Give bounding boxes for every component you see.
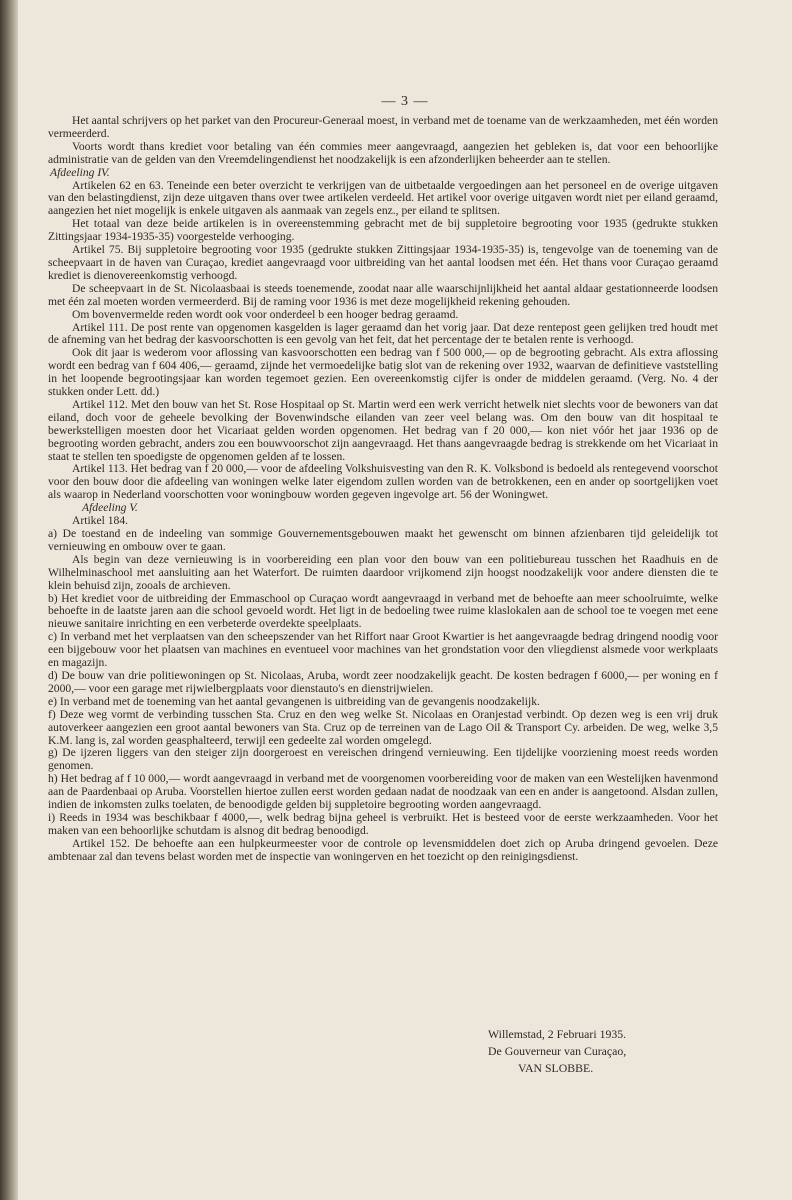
page-number: — 3 —: [381, 94, 429, 109]
list-item: d) De bouw van drie politiewoningen op St. Nicolaas, Aruba, wordt zeer noodzakelijk geacht. De kosten bedragen f 6000,— per woning en f 2000,— voor een garage met rijwielbergplaats voor dienstauto's en dienstrijwielen.: [48, 668, 718, 695]
list-item: i) Reeds in 1934 was beschikbaar f 4000,—, welk bedrag bijna geheel is verbruikt. Het is besteed voor de eerste werkzaamheden. Voor het maken van een behoorlijke schutdam is alsnog dit bedrag benoodigd.: [48, 810, 718, 837]
paragraph: Artikel 111. De post rente van opgenomen kasgelden is lager geraamd dan het vorig jaar. Dat deze rentepost geen gelijken tred houdt met de afneming van het bedrag der kasvoorschotten is een gevolg van het feit, dat het percentage der te betalen rente is verhoogd.: [48, 320, 718, 347]
paragraph: De scheepvaart in de St. Nicolaasbaai is steeds toenemende, zoodat naar alle waarschijnlijkheid het aantal aldaar gestationneerde loodsen met één zal moeten worden vermeerderd. Bij de raming voor 1936 is met deze mogelijkheid rekening gehouden.: [48, 281, 718, 308]
paragraph: Artikel 75. Bij suppletoire begrooting voor 1935 (gedrukte stukken Zittingsjaar 1934-1935-35) is, tengevolge van de toeneming van de scheepvaart in de haven van Curaçao, krediet aangevraagd voor uitbreiding van het aantal loodsen met één. Het thans voor Curaçao geraamd krediet is dienovereenkomstig verhoogd.: [48, 243, 718, 282]
list-item: e) In verband met de toeneming van het aantal gevangenen is uitbreiding van de gevangenis noodzakelijk.: [48, 694, 540, 708]
paragraph: Het totaal van deze beide artikelen is in overeenstemming gebracht met de bij suppletoire begrooting voor 1935 (gedrukte stukken Zittingsjaar 1934-1935-35) voorgestelde verhooging.: [48, 217, 718, 244]
paragraph: Artikel 112. Met den bouw van het St. Rose Hospitaal op St. Martin werd een werk verricht hetwelk niet slechts voor de bewoners van dat eiland, doch voor de geheele bevolking der Bovenwindsche eilanden van zeer veel belang was. Om den bouw van dit hospitaal te bewerkstelligen moesten door het Vicariaat gelden worden opgenomen. Het bedrag van f 20 000,— kon niet vóór het jaar 1936 op de begrooting worden gebracht, anders zou een bouwvoorschot zijn aangevraagd. Het thans aangevraagde bedrag is strekkende om het Vicariaat in staat te stellen ten spoedigste de opgenomen gelden af te lossen.: [48, 397, 718, 463]
article-heading: Artikel 184.: [72, 514, 129, 528]
list-item: h) Het bedrag af f 10 000,— wordt aangevraagd in verband met de voorgenomen voorbereiding voor de maken van een Westelijken havenmond aan de Paardenbaai op Aruba. Voorstellen hiertoe zullen eerst worden gedaan nadat de noodzaak van een en ander is aangetoond. Alsdan zullen, indien de inkomsten zulks toelaten, de benoodigde gelden bij suppletoire begrooting worden aangevraagd.: [48, 772, 718, 812]
section-heading: Afdeeling IV.: [50, 165, 110, 179]
list-item: f) Deze weg vormt de verbinding tusschen Sta. Cruz en den weg welke St. Nicolaas en Oranjestad verbindt. Op dezen weg is een vrij druk autoverkeer aangezien een groot aantal bewoners van Sta. Cruz op de terreinen van de Lago Oil & Transport Cy. arbeiden. De weg, welke 3,5 K.M. lang is, zal worden geasphalteerd, terwijl een gedeelte zal worden omgelegd.: [48, 707, 718, 747]
list-item: b) Het krediet voor de uitbreiding der Emmaschool op Curaçao wordt aangevraagd in verband met de behoefte aan meer schoolruimte, welke behoefte in de laatste jaren aan die school gevoeld wordt. Het ligt in de bedoeling twee ruime klaslokalen aan de school toe te voegen met eene nieuwe sanitaire inrichting en een verbeterde overdekte speelplaats.: [48, 591, 718, 631]
paragraph: Artikelen 62 en 63. Teneinde een beter overzicht te verkrijgen van de uitbetaalde vergoedingen aan het personeel en de overige uitgaven van den belastingdienst, zijn deze uitgaven thans over twee artikelen verdeeld. Het artikel voor overige uitgaven wordt niet per eiland geraamd, aangezien het niet mogelijk is enkele uitgaven als aanmaak van zegels enz., per eiland te splitsen.: [48, 178, 718, 218]
paragraph: Voorts wordt thans krediet voor betaling van één commies meer aangevraagd, aangezien het gebleken is, dat voor een behoorlijke administratie van de gelden van den Vreemdelingendienst het noodzakelijk is een afzonderlijken beheerder aan te stellen.: [48, 139, 718, 166]
signature-block: [488, 1026, 728, 1077]
paragraph: Ook dit jaar is wederom voor aflossing van kasvoorschotten een bedrag van f 500 000,— op de begrooting gebracht. Als extra aflossing wordt een bedrag van f 604 406,— geraamd, zijnde het vermoedelijke batig slot van de rekening over 1932, waarvan de definitieve vaststelling in het loopende begrootingsjaar kan worden tegemoet gezien. Een overeenkomstig cijfer is onder de middelen geraamd. (Verg. No. 4 der stukken onder Lett. dd.): [48, 346, 718, 399]
list-item: a) De toestand en de indeeling van sommige Gouvernementsgebouwen maakt het gewenscht om binnen afzienbaren tijd geleidelijk tot vernieuwing en ombouw over te gaan.: [48, 527, 718, 553]
body-text: [48, 115, 718, 864]
paragraph: Om bovenvermelde reden wordt ook voor onderdeel b een hooger bedrag geraamd.: [72, 307, 459, 321]
paragraph: Het aantal schrijvers op het parket van den Procureur-Generaal moest, in verband met de toename van de werkzaamheden, met één worden vermeerderd.: [48, 114, 718, 140]
place-date: Willemstad, 2 Februari 1935.: [488, 1027, 627, 1041]
section-heading: Afdeeling V.: [82, 501, 138, 515]
signatory-name: VAN SLOBBE.: [518, 1061, 594, 1075]
paragraph: Artikel 152. De behoefte aan een hulpkeurmeester voor de controle op levensmiddelen doet zich op Aruba dringend gevoelen. Deze ambtenaar zal dan tevens belast worden met de inspectie van woningerven en het toezicht op den reinigingsdienst.: [48, 836, 718, 863]
signatory-title: De Gouverneur van Curaçao,: [488, 1044, 627, 1058]
list-item: c) In verband met het verplaatsen van den scheepszender van het Riffort naar Groot Kwartier is het aangevraagde bedrag dringend noodig voor een bijgebouw voor het plaatsen van machines en eventueel voor machines van het grondstation voor den vliegdienst alsmede voor werkplaats en magazijn.: [48, 630, 718, 670]
document-page: [18, 0, 792, 1200]
binding-gutter: [0, 0, 18, 1200]
list-item: g) De ijzeren liggers van den steiger zijn doorgeroest en vereischen dringend vernieuwing. Een tijdelijke voorziening moest reeds worden genomen.: [48, 746, 718, 773]
paragraph: Als begin van deze vernieuwing is in voorbereiding een plan voor den bouw van een politiebureau tusschen het Raadhuis en de Wilhelminaschool met aansluiting aan het Waterfort. De ruimten daardoor vrijkomend zijn hoogst noodzakelijk voor andere diensten die te klein behuisd zijn, zooals de archieven.: [48, 552, 718, 592]
paragraph: Artikel 113. Het bedrag van f 20 000,— voor de afdeeling Volkshuisvesting van den R. K. Volksbond is bedoeld als rentegevend voorschot voor den bouw door die afdeeling van woningen welke later eigendom zullen worden van de betrokkenen, een en ander op soortgelijken voet als waarop in Nederland voorschotten voor woningbouw worden gegeven ingevolge art. 56 der Woningwet.: [48, 462, 718, 502]
